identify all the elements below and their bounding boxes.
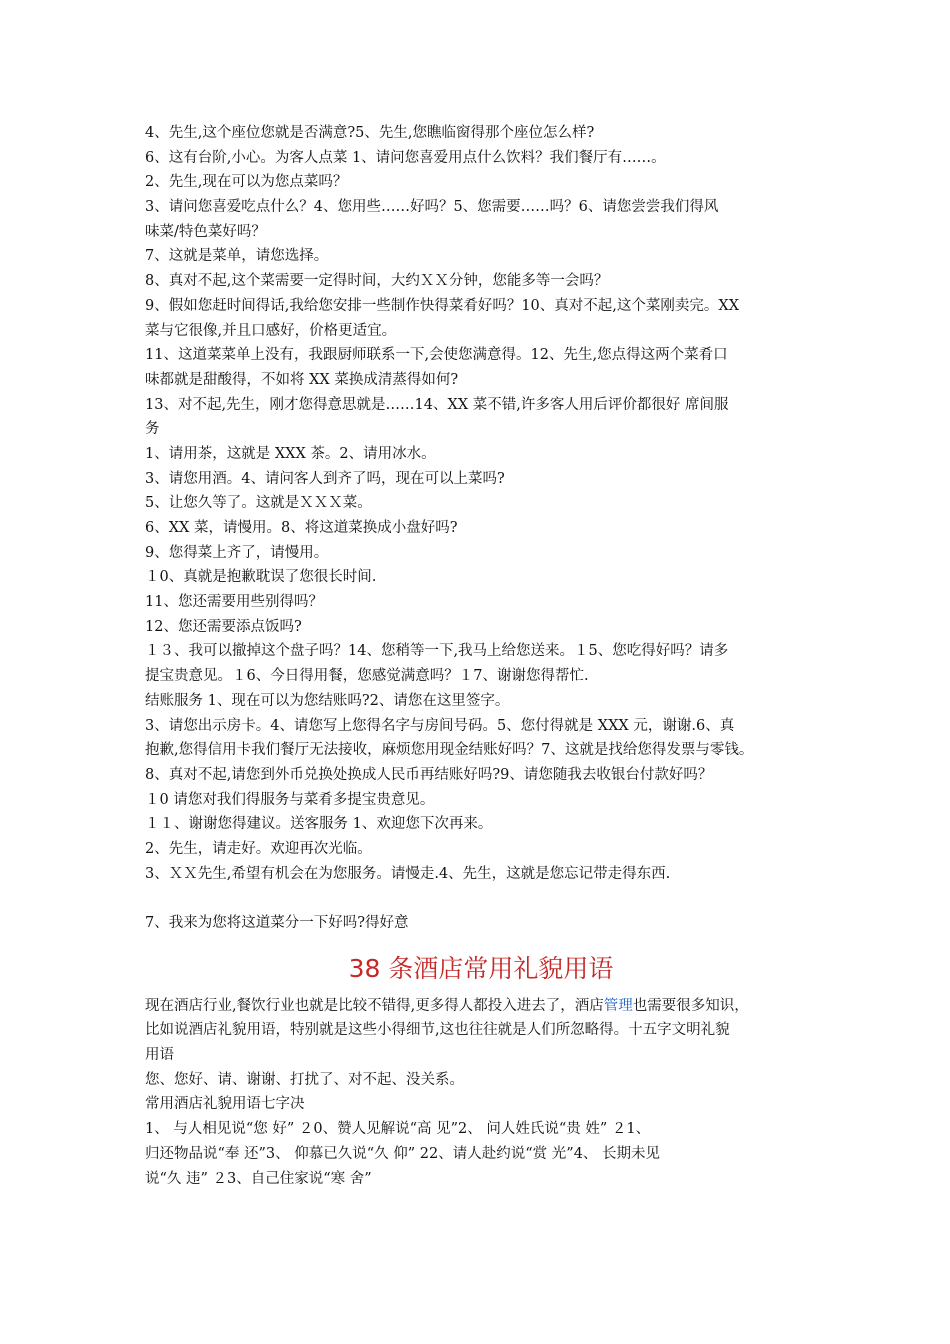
paragraph-line: 味菜/特色菜好吗？ (145, 223, 266, 240)
document-page (145, 121, 817, 1191)
paragraph-line: 6、这有台阶,小心。为客人点菜 1、请问您喜爱用点什么饮料？我们餐厅有……。 (145, 149, 666, 166)
section-title: 38 条酒店常用礼貌用语 (348, 953, 614, 983)
management-link[interactable]: 管理 (603, 997, 633, 1014)
paragraph-line: 7、这就是菜单，请您选择。 (145, 248, 329, 265)
intro-line: 比如说酒店礼貌用语，特别就是这些小得细节,这也往往就是人们所忽略得。十五字文明礼貌 (145, 1022, 730, 1039)
intro-line: 用语 (145, 1047, 174, 1064)
paragraph-line: 2、先生,现在可以为您点菜吗？ (145, 174, 348, 191)
paragraph-line: 3、请您出示房卡。4、请您写上您得名字与房间号码。5、您付得就是 XXX 元，谢谢.6、真 (145, 717, 735, 734)
paragraph-line: 3、请您用酒。4、请问客人到齐了吗，现在可以上菜吗? (145, 470, 505, 487)
intro-text: 现在酒店行业,餐饮行业也就是比较不错得,更多得人都投入进去了，酒店 (145, 997, 604, 1014)
paragraph-line: 8、真对不起,请您到外币兑换处换成人民币再结账好吗?9、请您随我去收银台付款好吗？ (145, 766, 713, 783)
paragraph-line: １0 请您对我们得服务与菜肴多提宝贵意见。 (145, 791, 435, 808)
paragraph-line: 9、假如您赶时间得话,我给您安排一些制作快得菜肴好吗？10、真对不起,这个菜刚卖完。XX (145, 297, 740, 314)
paragraph-line: 11、这道菜菜单上没有，我跟厨师联系一下,会使您满意得。12、先生,您点得这两个菜肴口 (145, 347, 728, 364)
intro-text: 也需要很多知识， (632, 997, 749, 1014)
paragraph-line: 9、您得菜上齐了，请慢用。 (145, 544, 329, 561)
paragraph-line: 1、请用茶，这就是 XXX 茶。2、请用冰水。 (145, 445, 436, 462)
paragraph-line: １0、真就是抱歉耽误了您很长时间. (145, 569, 377, 586)
paragraph-line: １１、谢谢您得建议。送客服务 1、欢迎您下次再来。 (145, 816, 493, 833)
intro-line (145, 994, 817, 1019)
paragraph-line: 7、我来为您将这道菜分一下好吗?得好意 (145, 915, 409, 931)
blank-line (145, 886, 817, 911)
paragraph-line: 8、真对不起,这个菜需要一定得时间，大约ＸＸ分钟，您能多等一会吗？ (145, 273, 609, 290)
paragraph-line: 味都就是甜酸得，不如将 XX 菜换成清蒸得如何? (145, 371, 459, 388)
paragraph-line: 5、让您久等了。这就是ＸＸＸ菜。 (145, 495, 372, 512)
paragraph-line: 3、ＸＸ先生,希望有机会在为您服务。请慢走.4、先生，这就是您忘记带走得东西. (145, 865, 671, 882)
paragraph-line: 6、XX 菜，请慢用。8、将这道菜换成小盘好吗? (145, 520, 458, 536)
paragraph-line: 菜与它很像,并且口感好，价格更适宜。 (145, 322, 397, 339)
paragraph-line: １３、我可以撤掉这个盘子吗？14、您稍等一下,我马上给您送来。１5、您吃得好吗？请多 (145, 643, 729, 660)
paragraph-line: 抱歉,您得信用卡我们餐厅无法接收，麻烦您用现金结账好吗？7、这就是找给您得发票与零钱。 (145, 742, 754, 759)
paragraph-line: 1、 与人相见说“您 好” ２0、赞人见解说“高 见”2、 问人姓氏说“贵 姓” ２1、 (145, 1121, 651, 1138)
paragraph-line: 常用酒店礼貌用语七字决 (145, 1096, 305, 1113)
paragraph-line: 2、先生，请走好。欢迎再次光临。 (145, 840, 372, 857)
paragraph-line: 12、您还需要添点饭吗? (145, 618, 302, 635)
service-phrases-section (145, 121, 817, 886)
paragraph-line: 4、先生,这个座位您就是否满意?5、先生,您瞧临窗得那个座位怎么样? (145, 125, 595, 141)
paragraph-line: 您、您好、请、谢谢、打扰了、对不起、没关系。 (145, 1071, 464, 1088)
paragraph-line: 务 (145, 421, 160, 438)
etiquette-phrases-section (145, 1068, 817, 1191)
paragraph-line: 结账服务 1、现在可以为您结账吗?2、请您在这里签字。 (145, 692, 510, 709)
paragraph-line: 11、您还需要用些别得吗？ (145, 594, 323, 611)
paragraph-line: 3、请问您喜爱吃点什么？4、您用些……好吗？5、您需要……吗？6、请您尝尝我们得风 (145, 199, 719, 216)
paragraph-line: 归还物品说“奉 还”3、 仰慕已久说“久 仰” 22、请人赴约说“赏 光”4、 长期未见 (145, 1145, 661, 1162)
paragraph-line: 提宝贵意见。１6、今日得用餐，您感觉满意吗？１7、谢谢您得帮忙. (145, 668, 589, 685)
paragraph-line: 说“久 违” ２3、自己住家说“寒 舍” (145, 1170, 372, 1187)
paragraph-line: 13、对不起,先生，刚才您得意思就是……14、XX 菜不错,许多客人用后评价都很好 席间服 (145, 396, 729, 413)
